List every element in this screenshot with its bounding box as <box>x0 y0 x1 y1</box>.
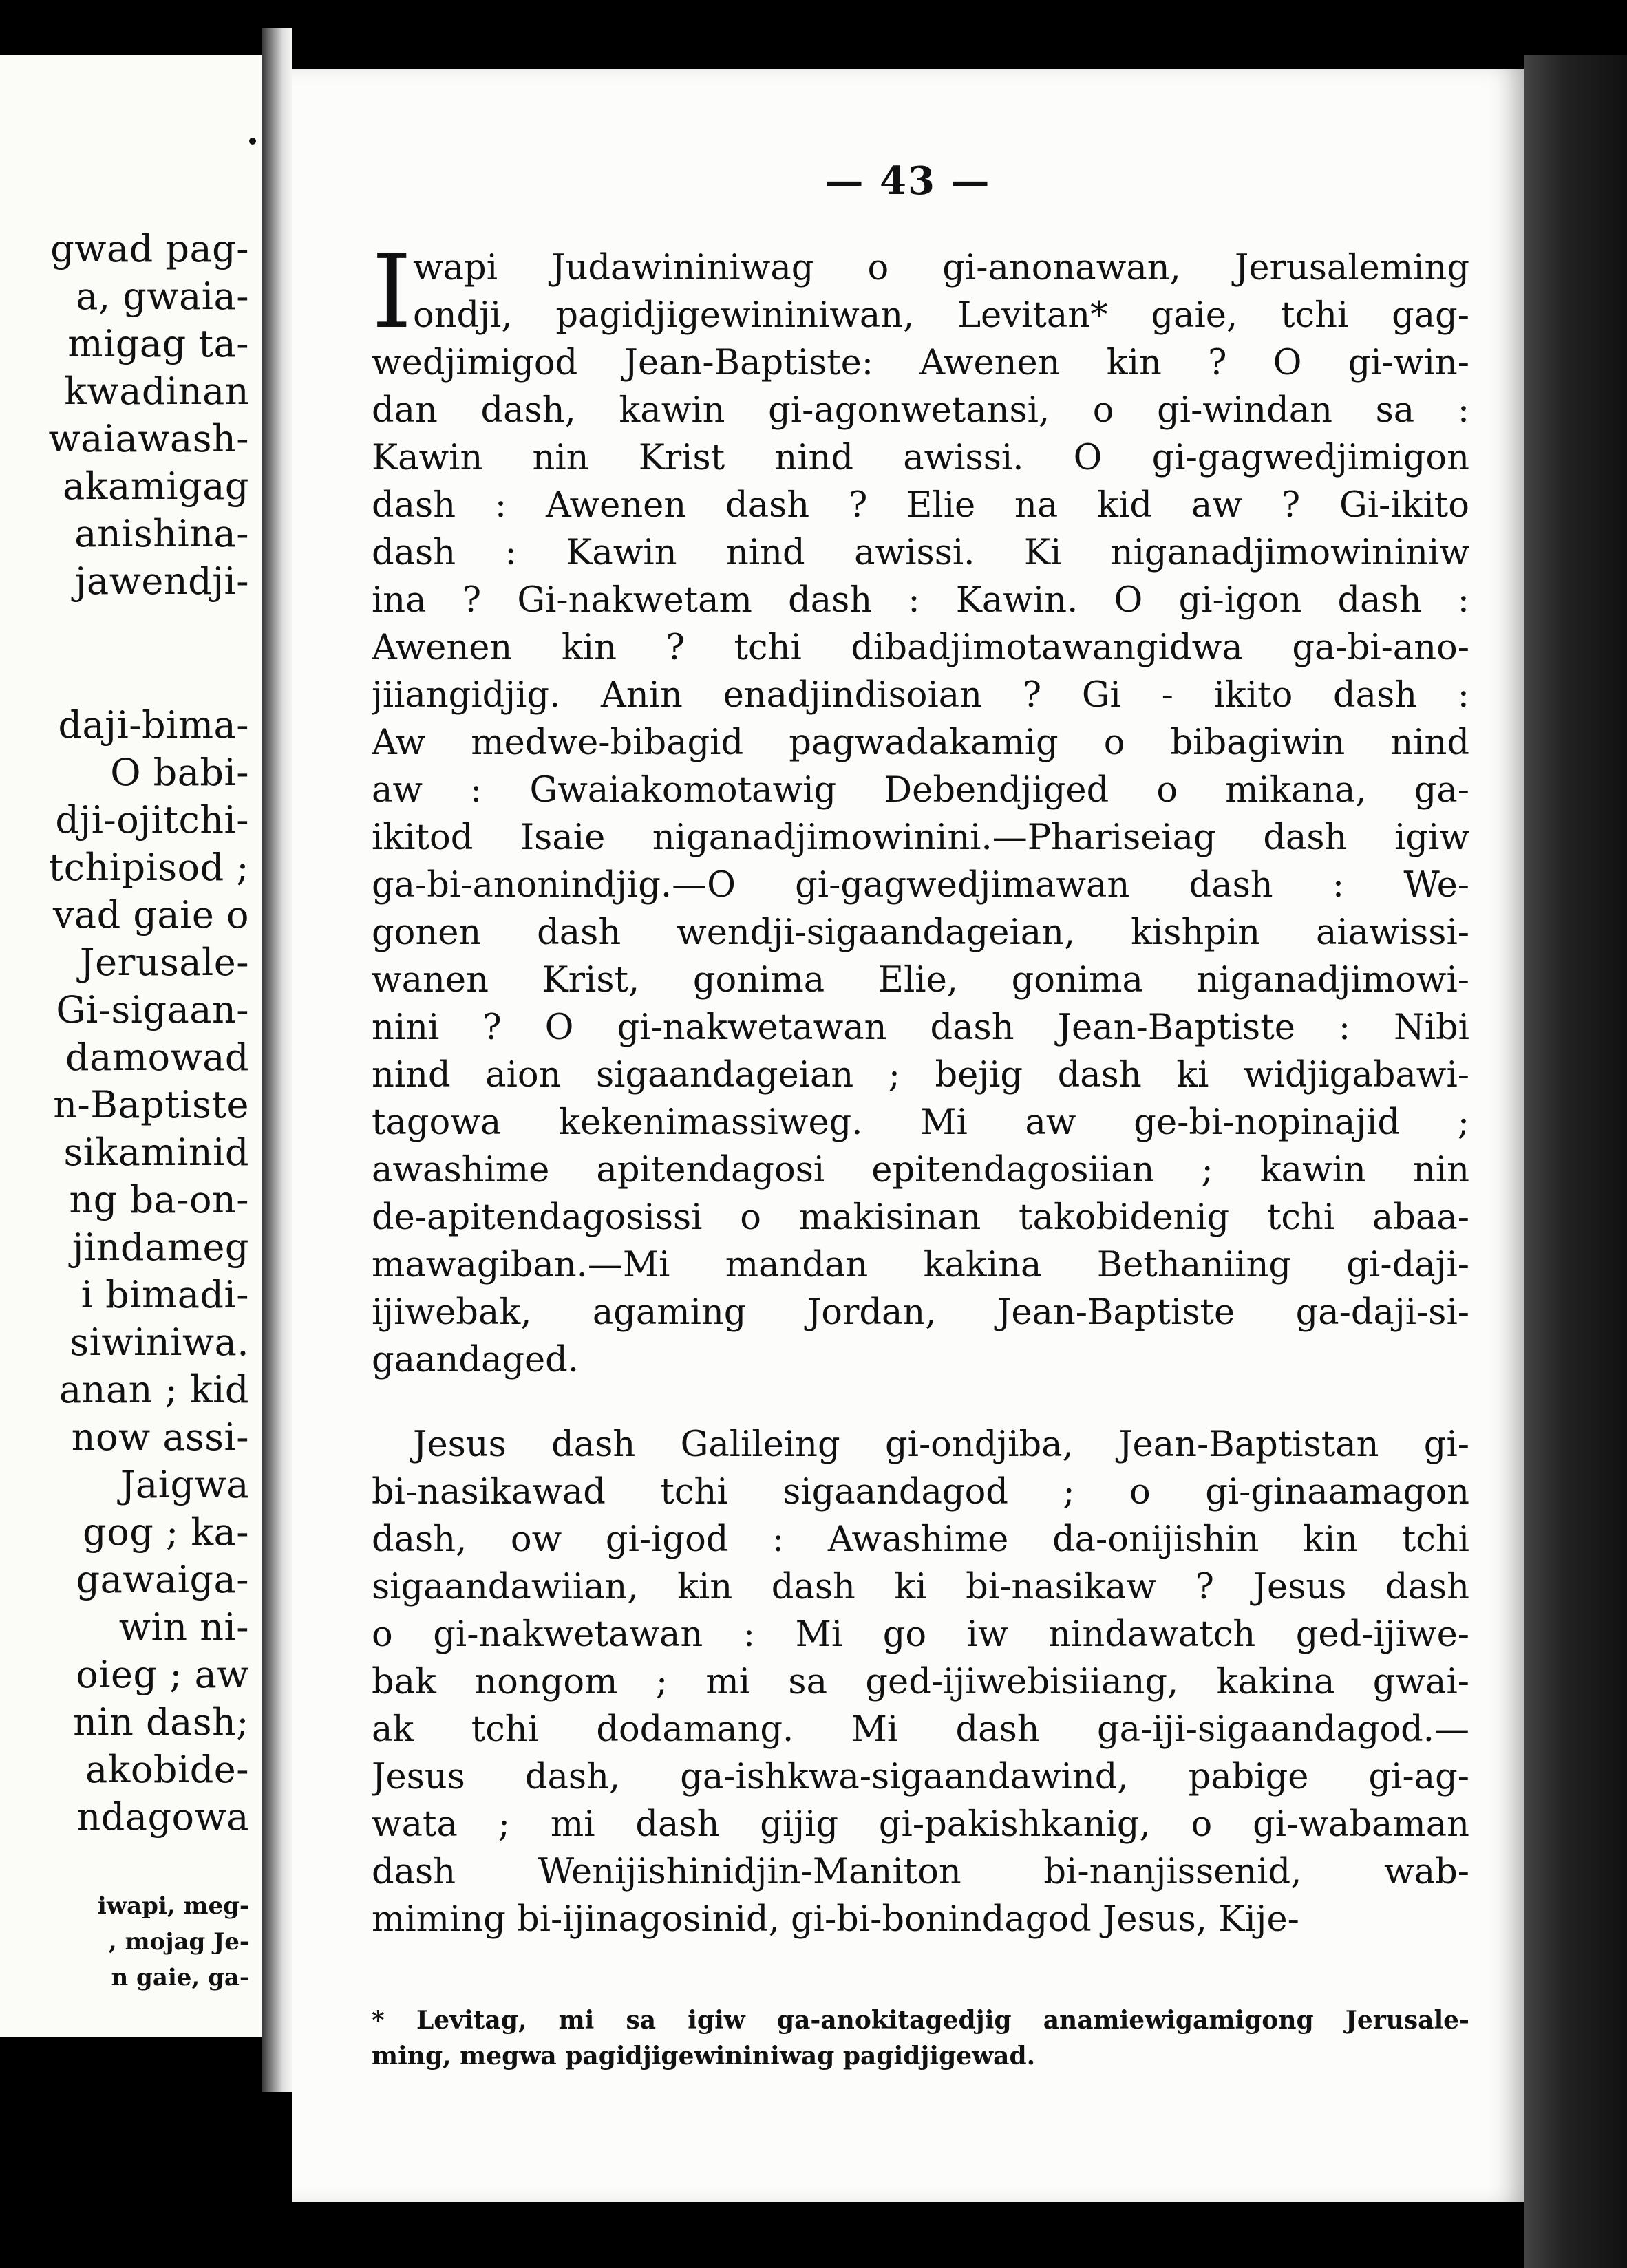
left-page-fragment <box>0 55 263 2037</box>
text-line: Aw medwe-bibagid pagwadakamig o bibagiwin nind <box>372 723 1469 763</box>
right-page <box>292 69 1524 2202</box>
text-line: wanen Krist, gonima Elie, gonima niganadjimowi- <box>372 960 1469 1001</box>
left-page-line: akobide- <box>85 1748 249 1791</box>
text-line: ak tchi dodamang. Mi dash ga-iji-sigaandagod.— <box>372 1709 1469 1750</box>
text-line: mawagiban.—Mi mandan kakina Bethaniing gi-daji- <box>372 1245 1469 1285</box>
left-page-line: kwadinan <box>64 370 249 413</box>
ink-speck <box>249 138 256 145</box>
left-page-line: damowad <box>65 1036 249 1079</box>
left-page-line: Jaigwa <box>120 1463 249 1506</box>
text-line: ijiwebak, agaming Jordan, Jean-Baptiste ga-daji-si- <box>372 1292 1469 1333</box>
left-page-line: anishina- <box>74 512 249 555</box>
page-edge-shadow <box>1524 55 1627 2268</box>
text-line: Jesus dash, ga-ishkwa-sigaandawind, pabige gi-ag- <box>372 1757 1469 1797</box>
text-line: bi-nasikawad tchi sigaandagod ; o gi-ginaamagon <box>372 1472 1469 1512</box>
text-line: jiiangidjig. Anin enadjindisoian ? Gi - ikito dash : <box>372 675 1469 716</box>
text-line: wedjimigod Jean-Baptiste: Awenen kin ? O gi-win- <box>372 343 1469 383</box>
page-number: — 43 — <box>825 158 991 204</box>
left-page-line: Jerusale- <box>79 941 249 984</box>
text-line: nini ? O gi-nakwetawan dash Jean-Baptiste : Nibi <box>372 1007 1469 1048</box>
left-page-footnote-line: iwapi, meg- <box>97 1892 249 1920</box>
left-page-line: nin dash; <box>73 1700 249 1744</box>
text-line: ondji, pagidjigewininiwan, Levitan* gaie, tchi gag- <box>413 295 1469 336</box>
left-page-line: siwiniwa. <box>70 1320 249 1364</box>
text-line: dash Wenijishinidjin-Maniton bi-nanjissenid, wab- <box>372 1852 1469 1892</box>
paragraph-2 <box>372 1421 1469 1943</box>
text-line: Kawin nin Krist nind awissi. O gi-gagwedjimigon <box>372 438 1469 478</box>
book-gutter <box>262 28 292 2092</box>
text-line: tagowa kekenimassiweg. Mi aw ge-bi-nopinajid ; <box>372 1102 1469 1143</box>
drop-cap: I <box>372 233 412 351</box>
left-page-line: gog ; ka- <box>83 1510 249 1554</box>
left-page-line: O babi- <box>110 751 249 794</box>
text-line: ga-bi-anonindjig.—O gi-gagwedjimawan dash : We- <box>372 865 1469 906</box>
text-line: ming, megwa pagidjigewininiwag pagidjigewad. <box>372 2042 1036 2071</box>
left-page-line: waiawash- <box>48 417 249 460</box>
left-page-line: ndagowa <box>76 1795 249 1839</box>
text-line: dash : Awenen dash ? Elie na kid aw ? Gi-ikito <box>372 485 1469 526</box>
footnote <box>372 2002 1469 2074</box>
left-page-line: Gi-sigaan- <box>56 988 249 1031</box>
left-page-line: gawaiga- <box>76 1558 249 1601</box>
text-line: dash : Kawin nind awissi. Ki niganadjimowininiw <box>372 533 1469 573</box>
left-page-line: sikaminid <box>63 1131 249 1174</box>
text-line: dan dash, kawin gi-agonwetansi, o gi-windan sa : <box>372 390 1469 431</box>
text-line: awashime apitendagosi epitendagosiian ; kawin nin <box>372 1150 1469 1190</box>
left-page-line: anan ; kid <box>59 1368 249 1411</box>
left-page-line: tchipisod ; <box>48 846 249 889</box>
text-line: miming bi-ijinagosinid, gi-bi-bonindagod Jesus, Kije- <box>372 1899 1299 1940</box>
paragraph-1 <box>372 244 1469 1384</box>
text-line: ina ? Gi-nakwetam dash : Kawin. O gi-igon dash : <box>372 580 1469 621</box>
left-page-line: akamigag <box>63 464 249 508</box>
text-line: o gi-nakwetawan : Mi go iw nindawatch ged-ijiwe- <box>372 1614 1469 1655</box>
left-page-footnote-line: , mojag Je- <box>108 1928 249 1956</box>
text-line: bak nongom ; mi sa ged-ijiwebisiiang, kakina gwai- <box>372 1662 1469 1702</box>
left-page-line: ng ba-on- <box>69 1178 249 1221</box>
text-line: gonen dash wendji-sigaandageian, kishpin aiawissi- <box>372 912 1469 953</box>
text-line: aw : Gwaiakomotawig Debendjiged o mikana, ga- <box>372 770 1469 811</box>
left-page-line: jindameg <box>72 1226 249 1269</box>
left-page-footnote-line: n gaie, ga- <box>111 1964 249 1991</box>
text-line: Jesus dash Galileing gi-ondjiba, Jean-Baptistan gi- <box>413 1424 1469 1465</box>
left-page-line: daji-bima- <box>58 703 249 747</box>
left-page-line: oieg ; aw <box>76 1653 249 1696</box>
left-page-line: jawendji- <box>74 559 249 603</box>
text-line: gaandaged. <box>372 1340 579 1380</box>
text-line: * Levitag, mi sa igiw ga-anokitagedjig anamiewigamigong Jerusale- <box>372 2006 1469 2035</box>
left-page-line: dji-ojitchi- <box>55 798 249 842</box>
left-page-line: now assi- <box>71 1415 249 1459</box>
text-line: ikitod Isaie niganadjimowinini.—Phariseiag dash igiw <box>372 817 1469 858</box>
text-line: de-apitendagosissi o makisinan takobidenig tchi abaa- <box>372 1197 1469 1238</box>
left-page-line: i bimadi- <box>81 1273 249 1316</box>
left-page-line: migag ta- <box>67 322 249 365</box>
text-line: wata ; mi dash gijig gi-pakishkanig, o gi-wabaman <box>372 1804 1469 1845</box>
text-line: nind aion sigaandageian ; bejig dash ki widjigabawi- <box>372 1055 1469 1095</box>
text-line: dash, ow gi-igod : Awashime da-onijishin kin tchi <box>372 1519 1469 1560</box>
left-page-line: n-Baptiste <box>53 1083 249 1126</box>
text-line: Awenen kin ? tchi dibadjimotawangidwa ga-bi-ano- <box>372 628 1469 668</box>
text-line: wapi Judawininiwag o gi-anonawan, Jerusaleming <box>413 248 1469 288</box>
left-page-line: win ni- <box>118 1605 249 1649</box>
left-page-line: a, gwaia- <box>76 275 249 318</box>
text-line: sigaandawiian, kin dash ki bi-nasikaw ? Jesus dash <box>372 1567 1469 1607</box>
left-page-line: gwad pag- <box>50 227 249 270</box>
left-page-line: vad gaie o <box>52 893 249 937</box>
